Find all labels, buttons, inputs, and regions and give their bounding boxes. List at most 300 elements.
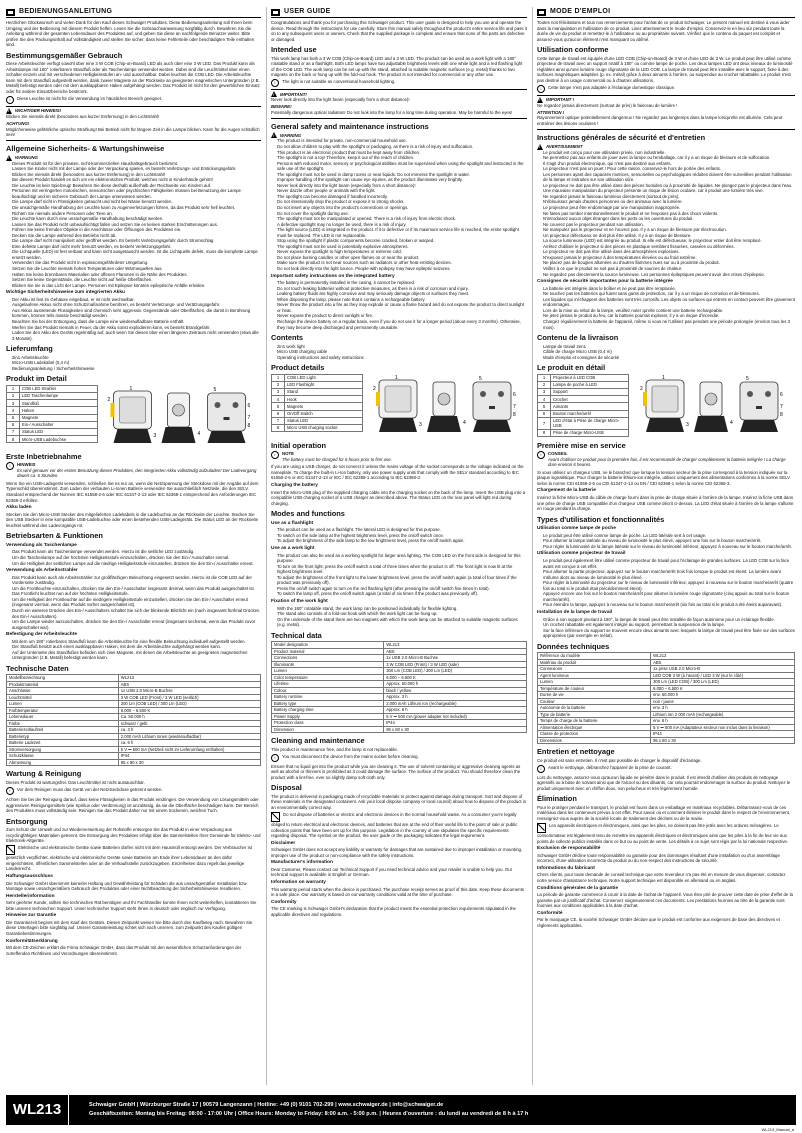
delivery-list	[6, 355, 261, 372]
part-number: 4	[7, 407, 20, 414]
list-item: • Operating instructions and safety instructions	[277, 355, 527, 361]
warning-title-text: IMPORTANT!	[280, 91, 307, 97]
lamp-front-view	[111, 391, 152, 443]
list-item: • Die Lichtquelle (LED) ist fest verbaut und kann nicht ausgetauscht werden. Ist die Lichtquelle defekt, muss die komplette Lampe ersetzt werden.	[12, 249, 261, 260]
part-label: Prise de charge Micro-USB	[551, 429, 629, 436]
modes-list	[6, 549, 261, 566]
part-number: 8	[272, 425, 285, 432]
note-text: Avant d'utiliser ce produit pour la première fois, il est recommandé de charger complètement la batterie intégrée ! La charge dure environ 6 heures.	[548, 456, 786, 468]
product-illustration	[635, 374, 795, 438]
spec-row	[7, 759, 261, 766]
spec-key: Farbtemperatur	[7, 707, 119, 714]
warning-icon	[271, 91, 277, 97]
parts-row	[7, 392, 98, 399]
part-number: 3	[7, 400, 20, 407]
header-text: USER GUIDE	[284, 7, 331, 15]
part-number: 7	[538, 417, 551, 429]
footer-bar	[6, 1095, 796, 1125]
list-item: • Mode d'emploi et consignes de sécurité	[543, 355, 795, 361]
caution-text: Möglicherweise gefährliche optische Strahlung! Bei Betrieb nicht für längere Zeit in die Lampe blicken. Kann für die Augen schädlich sein!	[6, 126, 260, 138]
spec-value: Approx. 50.000 h	[384, 681, 527, 688]
note-text: The light is not suitable as conventional household lighting.	[282, 79, 396, 85]
part-number: 5	[7, 414, 20, 421]
spec-value: 3 W COB LED (Front) / 3 W LED (seitlich)	[118, 694, 260, 701]
list-item: • With the 180° rotatable stand, the work lamp can be positioned individually for flexible lighting.	[277, 606, 527, 612]
section-title: Utilisation conforme	[537, 45, 609, 55]
spec-key: Product material	[272, 648, 384, 655]
contents-list	[271, 344, 527, 361]
list-item: • Les liquides qui s'échappent des batteries sont très corrosifs. Les objets ou surfaces qui entrent en contact peuvent être gravement endommagés.	[543, 297, 795, 308]
note	[537, 765, 795, 773]
safety-list	[6, 161, 261, 289]
subsection-title: Haftungsausschluss	[6, 873, 53, 879]
part-number: 2	[538, 381, 551, 388]
section-title: Contenu de la livraison	[537, 333, 619, 343]
column-divider	[532, 7, 533, 1085]
weee-text: Do not dispose of batteries or electric and electronic devices in the normal household waste. As a consumer you're legally obliged to return electrical and electronic devices, and batteries that are at the end of their useful life to the point of sale or public collection points that have been set up for this purpose. Legislation in the country of use stipulates the specific requirements regarding disposal. The symbol on the product, the user guide or the packaging indicates the legal requirement.	[271, 811, 518, 839]
list-item: • Press the on/off switch again to turn on the red flashing light (after pressing the on/off switch five times in total).	[277, 586, 527, 592]
battery-list	[537, 286, 795, 330]
svg-text:2: 2	[107, 396, 111, 403]
part-label: Hook	[285, 396, 363, 403]
list-item: • Ausgelaufene Akkus nicht ohne Schutzmaßnahme berühren, es besteht Verletzungs- und Verätzungsgefahr.	[12, 302, 261, 308]
list-item: • Ne regardez jamais le faisceau lumineux directement (surtout de près).	[543, 194, 795, 200]
note	[6, 462, 261, 479]
note	[271, 754, 527, 762]
parts-row	[272, 374, 363, 381]
note-text: Avant le nettoyage, débranchez l'appareil de la prise de courant.	[548, 764, 672, 770]
modes-list	[537, 533, 795, 550]
list-item: • Das Produkt kann als Taschenlampe verwendet werden. Hierzu ist die seitliche LED zuständig.	[12, 549, 261, 555]
list-item: • The product can be used as a flashlight. The lateral LED is designed for this purpose.	[277, 527, 527, 533]
warning-text: Blicken Sie niemals direkt (besonders aus kurzer Entfernung) in den Lichtstrahl!	[6, 113, 160, 119]
svg-text:7: 7	[780, 403, 783, 410]
spec-value: 95 x 80 x 30	[651, 737, 795, 744]
header-text: MODE D'EMPLOI	[550, 7, 611, 15]
spec-key: Batteriezeitlaufzeit	[7, 727, 119, 734]
svg-text:1: 1	[662, 374, 665, 381]
parts-row	[272, 403, 363, 410]
paragraph: If you are using a USB charger, do not connect it unless the mains voltage of the socket corresponds to the voltage indicated on the nameplate. To charge the built-in Li-Ion battery, only use power supply units that comply with the SELV standard according to IEC 61558-2-6 or IEC 61347-2-13 or IEC / IEC 62368-1 according to IEC 62368-3.	[271, 464, 524, 481]
crossed-bin-icon	[6, 845, 15, 855]
part-label: Standfuß	[20, 400, 98, 407]
parts-row	[272, 425, 363, 432]
part-number: 4	[538, 396, 551, 403]
note	[6, 787, 261, 795]
footer-hours: Geschäftszeiten: Montag bis Freitag: 08:00 - 17:00 Uhr | Office Hours: Monday to Friday: 8:00 a.m. - 5:00 p.m. | Heures d'ouverture : du lundi au vendredi de 8 h à 17 h	[89, 1111, 529, 1117]
weee-paragraph	[6, 845, 261, 872]
column-english	[271, 7, 527, 1085]
spec-key: Température de couleur	[538, 685, 651, 692]
list-item: • Do not look directly into the light source. People with epilepsy may have epileptic seizures.	[277, 266, 527, 272]
list-item: • Never throw the product into a fire as they may explode or cause a flame hazard and do not expose the product to direct sunlight or heat.	[277, 302, 527, 313]
part-number: 1	[7, 385, 20, 392]
part-number: 6	[7, 421, 20, 428]
part-label: On/Off Switch	[285, 410, 363, 417]
list-item: • Grâce à son support pivotant à 180°, la lampe de travail peut être installée de façon autonome pour un éclairage flexible.	[543, 617, 795, 623]
spec-key: Colour	[272, 687, 384, 694]
part-label: Status LED	[20, 428, 98, 435]
list-item: • Les personnes ayant des capacités motrices, sensorielles ou psychologiques réduites doivent être surveillées pendant l'utilisation de la lampe et instruites sur son utilisation sûre.	[543, 172, 795, 183]
spec-value: env. 3 h	[651, 705, 795, 712]
list-item: • Bei diesem Produkt handelt es sich um ein elektronisches Produkt, welches nicht in Kinderhände gehört!	[12, 177, 261, 183]
list-item: • Setzen Sie die Leuchte niemals hohen Temperaturen oder Wärmequellen aus.	[12, 266, 261, 272]
part-number: 1	[538, 374, 551, 381]
spec-key: Abmessung	[7, 759, 119, 766]
spec-key: Référence du modèle	[538, 653, 651, 660]
list-item: • Pour allumer la partie projecteur, appuyez sur le bouton marche/arrêt trois fois lorsque le produit est éteint. La lumière avant s'allume alors au niveau de luminosité le plus élevé.	[543, 569, 795, 580]
list-item: • The spotlight must not be manipulated or opened. There is a risk of injury from electric shock.	[277, 216, 527, 222]
lamp-side-view	[162, 393, 196, 443]
paragraph: Zum Schutz der Umwelt und zur Wiederverwertung der Rohstoffe entsorgen Sie das Produkt in einer Verpackung aus recyclingfähigen Materialien getrennt. Die Entsorgung des Produktes erfolgt über die Sammelstellen Ihrer Gemeinde für Elektro- und Elektronik-Altgeräte.	[6, 827, 261, 844]
section-header	[6, 7, 261, 18]
spec-value: IP44	[118, 753, 260, 760]
list-item: • Um die Lampe wieder auszuschalten, drücken Sie den Ein-/ Ausschalter erneut (insgesamt sechsmal, wenn das Produkt zuvor ausgeschaltet war).	[12, 619, 261, 630]
list-item: • N'éblouissez jamais d'autres personnes ou des animaux avec la lumière.	[543, 199, 795, 205]
list-item: • Dieses Produkt ist für den privaten, nicht-kommerziellen Haushaltsgebrauch bestimmt.	[12, 161, 261, 167]
list-item: • Do not place burning candles or other open flames on or near the product.	[277, 255, 527, 261]
note	[537, 451, 795, 468]
list-item: • Richten Sie niemals andere Personen oder Tiere an.	[12, 211, 261, 217]
header-text: BEDIENUNGSANLEITUNG	[19, 7, 113, 15]
section-title: General safety and maintenance instructions	[271, 121, 429, 131]
part-number: 2	[272, 381, 285, 388]
list-item: • Un projecteur défectueux ne doit plus être utilisé. Il y a un risque de blessure.	[543, 233, 795, 239]
section-title: Cleaning and maintenance	[271, 736, 365, 746]
paragraph: This warranty period starts when the device is purchased. The purchase receipt serves as proof of this date. Keep these documents in a safe place. Our warranty is based on our warranty conditions valid at the time of purchase.	[271, 886, 524, 898]
part-label: Status LED	[285, 417, 363, 424]
crossed-bin-icon	[537, 823, 546, 833]
list-item: • Improper handling of the spotlight can cause eye injuries, as the product illuminates very brightly.	[277, 177, 527, 183]
note	[6, 96, 261, 104]
part-label: Magnets	[285, 403, 363, 410]
spec-key: Batterietyp	[7, 733, 119, 740]
part-label: Stand	[285, 389, 363, 396]
part-label: Micro-USB Ladebuchse	[20, 436, 98, 443]
list-item: • Blicken Sie niemals direkt (besonders aus kurzer Entfernung) in den Lichtstrahl!	[12, 172, 261, 178]
list-item: • Ne touchez pas les batteries qui fuient sans gants de protection, car il y a un risque de corrosion et de blessures.	[543, 291, 795, 297]
spec-key: Battery charging time	[272, 707, 384, 714]
svg-text:4: 4	[197, 430, 201, 437]
spec-key: Durée de vie	[538, 692, 651, 699]
spec-value: ABS	[384, 648, 527, 655]
spec-value: 6.000 – 6.500 K	[651, 685, 795, 692]
list-item: • Do not allow children to play with the spotlight or packaging, as there is a risk of injury and suffocation.	[277, 144, 527, 150]
parts-row	[272, 396, 363, 403]
part-label: Ein-/ Ausschalter	[20, 421, 98, 428]
svg-text:8: 8	[780, 411, 783, 418]
section-title: Modes and functions	[271, 509, 345, 519]
intro-text: Toutes nos félicitations et tous nos remerciements pour l'achat de ce produit Schwaiger. Le présent manuel est destiné à vous aider dans la manipulation et l'utilisation de ce produit. Lisez attentivement le mode d'emploi. Conservez-le en lieu sûr pendant toute la durée de vie du produit et remettez-le à l'utilisateur ou au propriétaire suivant. Vérifiez que le contenu du paquet est complet et assurez-vous qu'aucun élément n'est manquant ou abîmé.	[537, 20, 790, 42]
spec-key: Modellbezeichnung	[7, 675, 119, 682]
list-item: • The battery is permanently installed in the casing, it cannot be replaced.	[277, 280, 527, 286]
section-header	[537, 7, 795, 18]
lamp-drawing	[635, 374, 795, 438]
svg-text:4: 4	[463, 419, 466, 426]
svg-text:3: 3	[419, 421, 422, 428]
svg-text:2: 2	[640, 385, 643, 392]
paragraph: Ensure that no liquid get into the product while you are cleaning it. The use of solvent-containing or aggressive cleaning agents as well as alcohol or thinners is prohibited as it could damage the surface. The surface of the product. You should therefore clean the product with a lint-free, ever so slightly damp soft cloth only.	[271, 763, 521, 780]
parts-row	[538, 403, 629, 410]
list-item: • Il s'agit d'un produit électronique, qui n'est pas destiné aux enfants.	[543, 161, 795, 167]
part-number: 7	[7, 428, 20, 435]
list-item: • Die Leuchte kann durch eine unsachgemäße Handhabung beschädigt werden.	[12, 216, 261, 222]
warning-icon	[271, 132, 277, 138]
list-item: • La source lumineuse (LED) est intégrée au produit. Si elle est défectueuse, le projecteur entier doit être remplacé.	[543, 238, 795, 244]
lamp-side-view	[694, 382, 728, 432]
part-label: LED Taschenlampe	[20, 392, 98, 399]
list-item: • Die Leuchte ist kein Spielzeug! Bewahren Sie diese deshalb außerhalb der Reichweite von Kindern auf.	[12, 183, 261, 189]
spec-value: 6.000 – 6.500 K	[384, 674, 527, 681]
subsection-title: Important safety instructions on the integrated battery	[271, 273, 395, 279]
parts-row	[538, 396, 629, 403]
spec-value: Ca. 50.000 h	[118, 714, 260, 721]
subsection-title: Utilisation comme lampe de poche	[537, 526, 616, 532]
lamp-drawing	[369, 374, 527, 438]
list-item: • Leaking battery fluids are highly corrosive and may seriously damage objects or surfaces they meet.	[277, 291, 527, 297]
section-title: Betriebsarten & Funktionen	[6, 531, 103, 541]
section-title: Wartung & Reinigung	[6, 769, 82, 779]
section-title: Technische Daten	[6, 664, 69, 673]
section-title: Lieferumfang	[6, 344, 53, 354]
spec-key: Illuminants	[272, 661, 384, 668]
info-icon: i	[6, 462, 14, 470]
list-item: • Never dazzle other people or animals with the light.	[277, 188, 527, 194]
note-text: Es wird genauer vor der ersten Benutzung dieses Produktes, den integrierten Akku vollständig aufzuladen! Der Ladevorgang dauert ca. 6 Stunden.	[17, 467, 257, 479]
paragraph: The CE marking is Schwaiger GmbH's declaration that the product meets the essential protection requirements stipulated in the applicable directives and regulations.	[271, 906, 516, 917]
note-text: You must disconnect the device from the mains socket before cleaning.	[282, 753, 419, 759]
list-item: • Never expose the product to direct sunlight or fire.	[277, 313, 527, 319]
paragraph: Achten Sie bei der Reinigung darauf, dass keine Flüssigkeiten in das Produkt eindringen. Die Verwendung von Lösungsmitteln oder aggressiven Reinigungsmitteln (wie Spiritus oder Verdünnung) ist unzulässig, da sie die Oberfläche beschädigen kann. Der Bereich des Produktes muss vollständig sein. Reinigen Sie das Produkt daher nur mit einem trockenen, weichen Tuch.	[6, 796, 259, 814]
list-item: • Do not touch leaking batteries without protective measures, as there is a risk of corrosion and injury.	[277, 286, 527, 292]
caution-title-text: ATTENTION !	[537, 109, 565, 115]
list-item: • Ne permettez pas aux enfants de jouer avec la lampe ou l'emballage, car il y a un risque de blessure et de suffocation.	[543, 155, 795, 161]
list-item: • Der Akku ist fest im Gehäuse eingebaut, er ist nicht wechselbar.	[12, 297, 261, 303]
lamp-side-view	[427, 382, 461, 432]
svg-text:6: 6	[247, 402, 251, 409]
list-item: • Ne placez pas de bougies allumées ou d'autres flammes nues sur ou à proximité du produit.	[543, 260, 795, 266]
subsection-title: Verwendung als Arbeitsstrahler	[6, 568, 78, 574]
spec-key: Classe de protection	[538, 731, 651, 738]
section-title: Types d'utilisation et fonctionnalités	[537, 514, 665, 524]
part-label: Haken	[20, 407, 98, 414]
spec-value: black / yellow	[384, 687, 527, 694]
list-item: • Le produit est conçu pour une utilisation privée, non industrielle.	[543, 150, 795, 156]
manual-icon	[271, 9, 280, 16]
svg-text:3: 3	[686, 421, 689, 428]
list-item: • Personen mit verringerten motorischen, sensorischen oder psychischen Fähigkeiten müssen bei Benutzung der Lampe beaufsichtigt und im sicheren Gebrauch der Lampe unterwiesen werden.	[12, 188, 261, 199]
subsection-title: Information on warranty	[271, 880, 326, 886]
subsection-title: Use as a flashlight	[271, 520, 314, 526]
list-item: • To turn on the front light, press the on/off switch a total of three times when the product is off. The front light is now lit at the highest brightness level.	[277, 564, 527, 575]
document-code: WL213_Manual_a	[761, 1127, 794, 1132]
warning-box	[6, 106, 261, 141]
parts-row	[7, 414, 98, 421]
list-item: • Ne faites pas tomber intentionnellement le produit et ne l'exposez pas à des chocs violents.	[543, 211, 795, 217]
lamp-front-view	[643, 380, 684, 432]
caution-text: Rayonnement optique potentiellement dangereux ! Ne regardez pas longtemps dans la lampe lorsqu'elle est allumée. Cela peut entraîner des lésions oculaires !	[537, 115, 783, 127]
spec-key: Connections	[272, 655, 384, 662]
svg-text:2: 2	[373, 385, 376, 392]
section-title: Intended use	[271, 45, 317, 55]
spec-value: IP44	[384, 720, 527, 727]
parts-row	[538, 429, 629, 436]
product-detail	[6, 385, 261, 449]
paragraph: Wenn Sie ein USB-Ladegerät verwenden, schließen Sie es nur an, wenn die Netzspannung der Steckdose mit der Angabe auf dem Typenschild übereinstimmt. Zum Laden der verbauten Li-Ionen Batterie verwenden Sie ausschließlich Netzteile, die den SELV Standard entsprechend der Normen IEC 61558-2-6 oder IEC 61347-2-13 oder IEC 62368-1 entsprechend den Anforderungen IEC 62368-3 erfüllen.	[6, 480, 259, 503]
parts-table	[537, 374, 629, 437]
part-number: 5	[272, 403, 285, 410]
list-item: • The spotlight is not a toy! Therefore, keep it out of the reach of children.	[277, 155, 527, 161]
list-item: • Lassen Sie Kinder nicht mit der Lampe oder der Verpackung spielen, es besteht Verletzungs- und Erstickungsgefahr.	[12, 166, 261, 172]
warning-title-text: WICHTIGER HINWEIS!	[15, 108, 62, 114]
safety-list	[537, 150, 795, 278]
part-label: COB LED Light	[285, 374, 363, 381]
part-label: Bouton marche/arrêt	[551, 410, 629, 417]
part-number: 3	[272, 389, 285, 396]
parts-table	[271, 374, 363, 433]
subsection-title: Disclaimer	[271, 840, 296, 846]
subsection-title: Hinweise zur Garantie	[6, 913, 57, 919]
warning-title-text: WARNUNG	[15, 154, 38, 160]
spec-value: 300 Lm (COB LED) / 300 Lm (LED)	[118, 701, 260, 708]
manual-icon	[537, 9, 546, 16]
list-item: • Um die Helligkeit der Frontleuchte auf die niedrigere Helligkeitsstufe einzustellen, drücken Sie den Ein-/ Ausschalter erneut (insgesamt viermal, wenn das Produkt vorher ausgeschaltet ist).	[12, 597, 261, 608]
list-item: • This product is an electronic product that must be kept away from children.	[277, 150, 527, 156]
list-item: • Das Produkt kann auch als Arbeitsstrahler zur großflächigen Beleuchtung eingesetzt werden. Hierzu ist die COB LED auf der Vorderseite zuständig.	[12, 575, 261, 586]
list-item: • Never expose the spotlight to high temperatures or extreme cold.	[277, 249, 527, 255]
section-title: Contents	[271, 333, 304, 343]
list-item: • Stop using the spotlight if plastic components become cracked, broken or warped.	[277, 238, 527, 244]
list-item: • Micro-USB Ladekabel (0,4 m)	[12, 360, 261, 366]
part-label: Micro USB charging socket	[285, 425, 363, 432]
crossed-bin-icon	[271, 812, 280, 822]
list-item: • N'exposez jamais le projecteur à des températures élevées ou au froid extrême.	[543, 255, 795, 261]
subsection-title: Informations du fabricant	[537, 865, 595, 871]
footer-contact	[69, 1101, 528, 1119]
list-item: • Laden Sie den Akku des Geräts regelmäßig auf, auch wenn Sie dieses über einen längeren Zeitraum nicht verwenden (etwa alle 3 Monate).	[12, 330, 261, 341]
spec-value: 1x USB 2.0 Micro-B Buchse	[384, 655, 527, 662]
subsection-title: Conformity	[271, 899, 297, 905]
modes-list	[537, 617, 795, 639]
section-title: Disposal	[271, 783, 302, 793]
paragraph: Chers clients, pour toute demande de conseil technique que votre revendeur n'a pas été en mesure de vous dispenser, contactez notre service d'assistance technique. Notre support technique est disponible en allemand ou en anglais.	[537, 872, 786, 884]
part-number: 4	[272, 396, 285, 403]
list-item: • La batterie est intégrée dans le boîtier et ne peut pas être remplacée.	[543, 286, 795, 292]
paragraph: Die Garantiezeit beginnt mit dem Kauf des Gerätes. Diesen Zeitpunkt weisen Sie bitte durch den Kaufbeleg nach. Bewahren Sie diese Unterlagen bitte sorgfältig auf. Unsere Garantieleistung richtet sich nach unseren, zum Zeitpunkt des Kaufes gültigen Garantiebestimmungen.	[6, 919, 253, 937]
paragraph: The product is delivered in packaging made of recyclable materials to protect against damage during transport. Sort and dispose of these materials in the designated containers. Ask your local dispose company or local council) about how to dispose of the product in an environmentally correct way.	[271, 793, 527, 810]
parts-row	[538, 381, 629, 388]
part-number: 2	[7, 392, 20, 399]
list-item: • Lassen Sie das Produkt nicht unbeaufsichtigt fallen und setzen Sie es keinen starken Erschütterungen aus.	[12, 222, 261, 228]
paragraph: Cette lampe de travail est équipée d'une LED COB (Chip-on-Board) de 3 W et d'une LED de 3 W. Le produit peut être utilisé comme projecteur de travail avec un support rotatif à 180° ou comme lampe de poche. Les deux lampes LED ont deux niveaux de luminosité réglables ainsi qu'une lumière rouge clignotante de la LED COB. La lampe de travail peut être installée avec le support, fixée à des surfaces magnétiques adaptées (p. ex. métal) grâce à deux aimants à l'arrière, ou suspendue au crochet rabattable. Le produit n'est pas destiné à un usage commercial ou à d'autres utilisations.	[537, 55, 793, 83]
warning-text: Never look directly into the light beam (especially from a short distance)!	[271, 97, 410, 103]
spec-key: Power Supply	[272, 713, 384, 720]
section-title: Élimination	[537, 794, 577, 804]
info-icon: i	[537, 85, 545, 93]
svg-text:8: 8	[513, 411, 516, 418]
note-text: Diese Leuchte ist nicht für die Verwendung im häuslichen Bereich geeignet.	[17, 95, 163, 101]
spec-key: Battery runtime	[272, 694, 384, 701]
subsection-title: Wichtige Sicherheitshinweise zum integrierten Akku	[6, 290, 125, 296]
section-title: Initial operation	[271, 440, 327, 450]
modes-list	[271, 606, 527, 628]
spec-value: ABS	[651, 659, 795, 666]
section-title: Le produit en détail	[537, 363, 606, 373]
parts-row	[272, 410, 363, 417]
paragraph: Die Schwaiger GmbH übernimmt keinerlei Haftung und Gewährleistung für Schäden die aus unsachgemäßer Installation bzw. Montage sowie unsachgemäßem Gebrauch des Produktes oder einer Nichtbeachtung der Sicherheitshinweise resultieren.	[6, 880, 248, 892]
column-divider	[266, 7, 267, 1085]
spec-value: WL213	[651, 653, 795, 660]
info-icon: i	[271, 79, 279, 87]
list-item: • Une mauvaise manipulation du projecteur présente un risque de lésion oculaire, car il produit une lumière très vive.	[543, 188, 795, 194]
list-item: • Ne manipulez pas le projecteur et ne l'ouvrez pas. Il y a un risque de blessure par électrocution.	[543, 227, 795, 233]
note	[271, 451, 527, 462]
note-label: HINWEIS	[17, 462, 36, 468]
part-number: 6	[538, 410, 551, 417]
section-title: Produkt im Detail	[6, 374, 67, 384]
safety-list	[271, 138, 527, 271]
list-item: • Micro USB charging cable	[277, 349, 527, 355]
spec-row	[538, 737, 795, 744]
svg-text:7: 7	[513, 403, 516, 410]
list-item: • Werfen Sie das Produkt niemals in Feuer, da der Akku sonst explodieren kann, es besteht Brandgefahr.	[12, 325, 261, 331]
list-item: • The light source (LED) is integrated in the product. If it is defective or if its maximum service life is reached, the entire spotlight must be replaced. The LED is not replaceable.	[277, 227, 527, 238]
spec-key: Battery type	[272, 700, 384, 707]
list-item: • Bedienungsanleitung / Sicherheitshinweise	[12, 366, 261, 372]
parts-row	[7, 436, 98, 443]
spec-value: Lithium Ion 2 000 mAh (rechargeable)	[651, 711, 795, 718]
spec-value: schwarz / gelb	[118, 720, 260, 727]
modes-list	[271, 553, 527, 597]
spec-key: Temps de charge de la batterie	[538, 718, 651, 725]
list-item: • Pour régler la luminosité de la lampe latérale sur le niveau de luminosité inférieur, appuyez à nouveau sur le bouton marche/arrêt.	[543, 544, 795, 550]
list-item: • Die Lampe darf nicht manipuliert oder geöffnet werden. Es besteht Verletzungsgefahr durch Stromschlag.	[12, 238, 261, 244]
lamp-front-view	[376, 380, 417, 432]
list-item: • Setzen Sie keine Gegenstände, die Leuchte nicht auf heiße Oberflächen.	[12, 277, 261, 283]
list-item: • Die Lampe darf nicht in Flüssigkeiten getaucht und nicht bei Nässe benutzt werden.	[12, 199, 261, 205]
subsection-title: Installation de la lampe de travail	[537, 610, 613, 615]
part-label: Support	[551, 389, 629, 396]
list-item: • Pour éteindre la lampe, appuyez à nouveau sur le bouton marche/arrêt (six fois au total si le produit a été éteint auparavant).	[543, 602, 795, 608]
spec-key: Autonomie de la batterie	[538, 705, 651, 712]
list-item: • Câble de charge Micro USB (0,4 m)	[543, 349, 795, 355]
paragraph: Stecken Sie den Micro-USB Stecker des mitgelieferten Ladekabels in die Ladebuchse an der Rückseite der Leuchte. Stecken Sie den USB Stecker in eine kompatible USB-Ladebuchse oder einen bestehenden USB-Ladegeräts. Die Status LED an der Rückseite leuchtet während des Ladevorgangs rot.	[6, 511, 259, 528]
caution-text: Potentially dangerous optical radiation! Do not look into the lamp for a long time during operation. May be harmful to the eyes!	[271, 109, 513, 115]
section-title: Bestimmungsgemäßer Gebrauch	[6, 50, 123, 60]
parts-row	[7, 428, 98, 435]
spec-value: 2.000 mAh Lithium Ion (rechargeable)	[384, 700, 527, 707]
spec-key: Schutzklasse	[7, 753, 119, 760]
contents-list	[537, 344, 795, 361]
list-item: • Die unsachgemäße Handhabung der Leuchte kann zu Augenverletzungen führen, da das Produkt sehr hell leuchtet.	[12, 205, 261, 211]
part-number: 1	[272, 374, 285, 381]
svg-text:4: 4	[730, 419, 733, 426]
list-item: • Sur la face inférieure du support se trouvent encore deux aimants avec lesquels la lampe de travail peut être fixée sur des surfaces appropriées (par exemple en métal).	[543, 628, 795, 639]
weee-paragraph	[271, 812, 527, 839]
list-item: • Le projecteur n'est pas un jouet ! Pour cette raison, conservez-le hors de portée des enfants.	[543, 166, 795, 172]
paragraph: Insérez la fiche Micro-USB du câble de charge fourni dans la prise de charge située à l'arrière de la lampe. Insérez la fiche USB dans une prise de charge USB compatible d'un chargeur USB comme décrit ci-dessus. La LED d'état située à l'arrière de la lampe s'allume en rouge pendant la charge.	[537, 495, 794, 512]
part-number: 5	[538, 403, 551, 410]
list-item: • Make sure the product is not near sources such as radiators or other heat emitting devices.	[277, 260, 527, 266]
modes-list	[537, 558, 795, 608]
spec-key: Lumen	[272, 668, 384, 675]
spec-value: ca. 6 h	[118, 740, 260, 747]
spec-value: 6.000 – 6.500 K	[118, 707, 260, 714]
svg-text:6: 6	[780, 391, 783, 398]
paragraph: Diese Arbeitsleuchte verfügt sowohl über eine 3 W COB (Chip-on-Board) LED als auch über eine 3 W LED. Das Produkt kann als Arbeitslampe mit 180° rotierbarem Standfuß oder als Taschenlampe verwendet werden. Dabei sind die Leuchtmittel über einen Schalter einzeln und mit verschiedenen Helligkeitsstufen an- und ausschaltbar. Dabei leuchtet die COB LED. Die Arbeitsleuchte kann mit dem Standfuß aufgestellt werden, dank zweier Magnete an der Rückseite an geeigneten magnetischen Untergründen (z.B. Metall) befestigt werden oder mit dem ausklappbaren Haken aufgehängt werden. Das Produkt ist nicht für den gewerblichen Einsatz oder für andere Einsatzbereiche bestimmt.	[6, 61, 260, 94]
list-item: • Ne jetez jamais le produit au feu, car la batterie pourrait exploser, il y a un risque d'incendie.	[543, 313, 795, 319]
spec-value: Approx. 6 h	[384, 707, 527, 714]
